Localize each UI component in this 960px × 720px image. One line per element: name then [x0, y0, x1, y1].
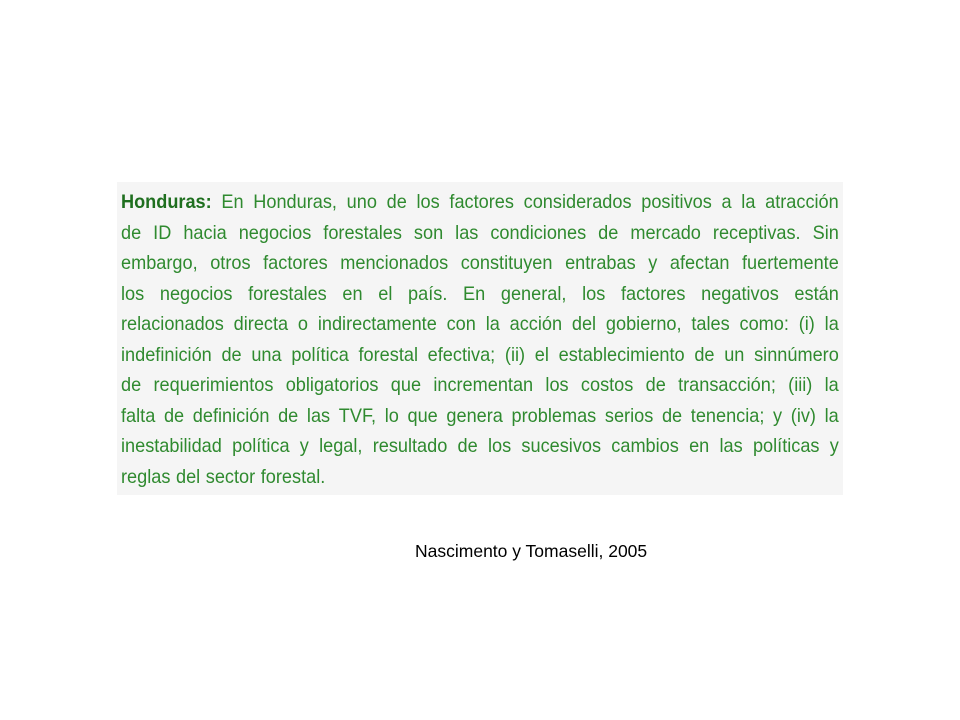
quote-word: negativos — [701, 282, 779, 305]
quote-line — [121, 187, 839, 218]
quote-word: factores — [449, 191, 514, 213]
quote-word: lo — [384, 404, 399, 427]
quote-word: (iii) — [788, 374, 813, 396]
quote-word: que — [390, 374, 422, 396]
quote-line — [121, 218, 839, 249]
quote-word: el — [534, 343, 549, 366]
quote-word: En — [463, 282, 486, 305]
quote-word: serios — [604, 404, 654, 427]
quote-word: la — [741, 191, 756, 213]
quote-line — [121, 431, 839, 462]
quote-word: definición — [192, 404, 270, 427]
quote-word: del — [571, 313, 597, 335]
quote-word: directa — [233, 313, 289, 335]
quote-word: (ii) — [504, 343, 526, 366]
quote-word: factores — [620, 282, 686, 305]
quote-word: de — [121, 221, 142, 244]
quote-word: en — [689, 435, 710, 457]
quote-word: reglas — [121, 465, 171, 488]
quote-word: las — [306, 404, 331, 427]
quote-word: del — [175, 465, 201, 488]
quote-word: de — [661, 404, 683, 427]
quote-word: país. — [408, 282, 448, 305]
quote-word: general, — [500, 282, 567, 305]
quote-word: considerados — [523, 191, 632, 213]
quote-word: embargo, — [121, 252, 198, 274]
quote-word: requerimientos — [153, 374, 274, 396]
quote-word: problemas — [511, 404, 597, 427]
quote-word: entrabas — [565, 252, 636, 274]
quote-word: relacionados — [121, 313, 224, 335]
quote-word: de — [163, 404, 185, 427]
quote-word: de — [645, 374, 666, 396]
quote-word: de — [278, 404, 299, 427]
quote-word: que — [407, 404, 438, 427]
quote-word: en — [342, 282, 363, 305]
quote-word: o — [297, 313, 309, 335]
quote-word: de — [386, 191, 407, 213]
quote-line — [121, 309, 839, 340]
quote-word: incrementan — [433, 374, 534, 396]
quote-word: factores — [263, 252, 328, 274]
quote-word: forestales — [323, 221, 402, 244]
quote-word: obligatorios — [285, 374, 379, 396]
quote-word: negocios — [159, 282, 233, 305]
quote-word: otros — [210, 252, 251, 274]
quote-lead-word: Honduras: — [121, 191, 212, 213]
quote-word: los — [487, 435, 512, 457]
quote-word: de — [457, 435, 478, 457]
quote-word: hacia — [183, 221, 227, 244]
quote-word: negocios — [238, 221, 312, 244]
quote-word: forestal. — [260, 465, 326, 488]
quote-word: tenencia; — [690, 404, 765, 427]
quote-word: inestabilidad — [121, 435, 222, 457]
quote-word: y — [773, 404, 783, 427]
quote-word: indefinición — [121, 343, 212, 366]
quote-word: una — [251, 343, 282, 366]
quote-word: a — [721, 191, 732, 213]
quote-word: de — [121, 374, 142, 396]
quote-word: de — [221, 343, 242, 366]
quote-word: y — [829, 435, 839, 457]
quote-word: afectan — [669, 252, 730, 274]
quote-word: como: — [739, 313, 789, 335]
quote-line — [121, 370, 839, 401]
quote-line — [121, 462, 839, 493]
quote-word: política — [232, 435, 290, 457]
quote-word: la — [824, 404, 839, 427]
quote-word: uno — [346, 191, 377, 213]
quote-word: mencionados — [340, 252, 449, 274]
quote-word: costos — [580, 374, 634, 396]
quote-word: positivos — [641, 191, 712, 213]
quote-word: establecimiento — [558, 343, 685, 366]
quote-word: resultado — [372, 435, 448, 457]
quote-word: los — [416, 191, 440, 213]
quote-line — [121, 279, 839, 310]
quote-word: sinnúmero — [754, 343, 839, 366]
quote-word: legal, — [319, 435, 363, 457]
quote-word: falta — [121, 404, 156, 427]
quote-word: de — [694, 343, 715, 366]
quote-word: atracción — [765, 191, 839, 213]
quote-word: políticas — [752, 435, 820, 457]
quote-word: están — [794, 282, 839, 305]
quote-word: Honduras, — [253, 191, 337, 213]
quote-word: los — [582, 282, 606, 305]
quote-word: En — [221, 191, 244, 213]
quote-word: genera — [446, 404, 503, 427]
quote-word: el — [378, 282, 393, 305]
quote-word: fuertemente — [742, 252, 839, 274]
quote-line — [121, 248, 839, 279]
quote-word: política — [291, 343, 349, 366]
quote-word: TVF, — [338, 404, 377, 427]
quote-word: sucesivos — [521, 435, 602, 457]
quote-excerpt-image — [117, 182, 843, 495]
quote-word: ID — [153, 221, 172, 244]
quote-word: (iv) — [790, 404, 816, 427]
citation-text: Nascimento y Tomaselli, 2005 — [415, 541, 648, 561]
quote-word: la — [824, 313, 839, 335]
quote-word: los — [545, 374, 569, 396]
quote-word: efectiva; — [427, 343, 496, 366]
quote-word: indirectamente — [317, 313, 437, 335]
quote-word: las — [719, 435, 743, 457]
quote-word: acción — [509, 313, 563, 335]
quote-word: condiciones — [490, 221, 587, 244]
quote-word: y — [648, 252, 658, 274]
quote-word: y — [299, 435, 309, 457]
quote-word: son — [413, 221, 444, 244]
quote-word: mercado — [630, 221, 701, 244]
quote-word: cambios — [611, 435, 679, 457]
quote-word: las — [455, 221, 479, 244]
quote-word: transacción; — [678, 374, 776, 396]
quote-word: Sin — [812, 221, 839, 244]
quote-word: los — [121, 282, 145, 305]
quote-word: forestal — [358, 343, 418, 366]
quote-word: la — [824, 374, 839, 396]
quote-word: (i) — [798, 313, 815, 335]
quote-word: con — [446, 313, 476, 335]
quote-line — [121, 401, 839, 432]
quote-word: receptivas. — [712, 221, 801, 244]
quote-word: tales — [691, 313, 730, 335]
quote-word: forestales — [248, 282, 327, 305]
quote-word: de — [598, 221, 619, 244]
quote-word: la — [485, 313, 500, 335]
quote-word: sector — [205, 465, 256, 488]
quote-word: un — [724, 343, 745, 366]
quote-line — [121, 340, 839, 371]
quote-word: constituyen — [460, 252, 553, 274]
quote-word: gobierno, — [605, 313, 682, 335]
